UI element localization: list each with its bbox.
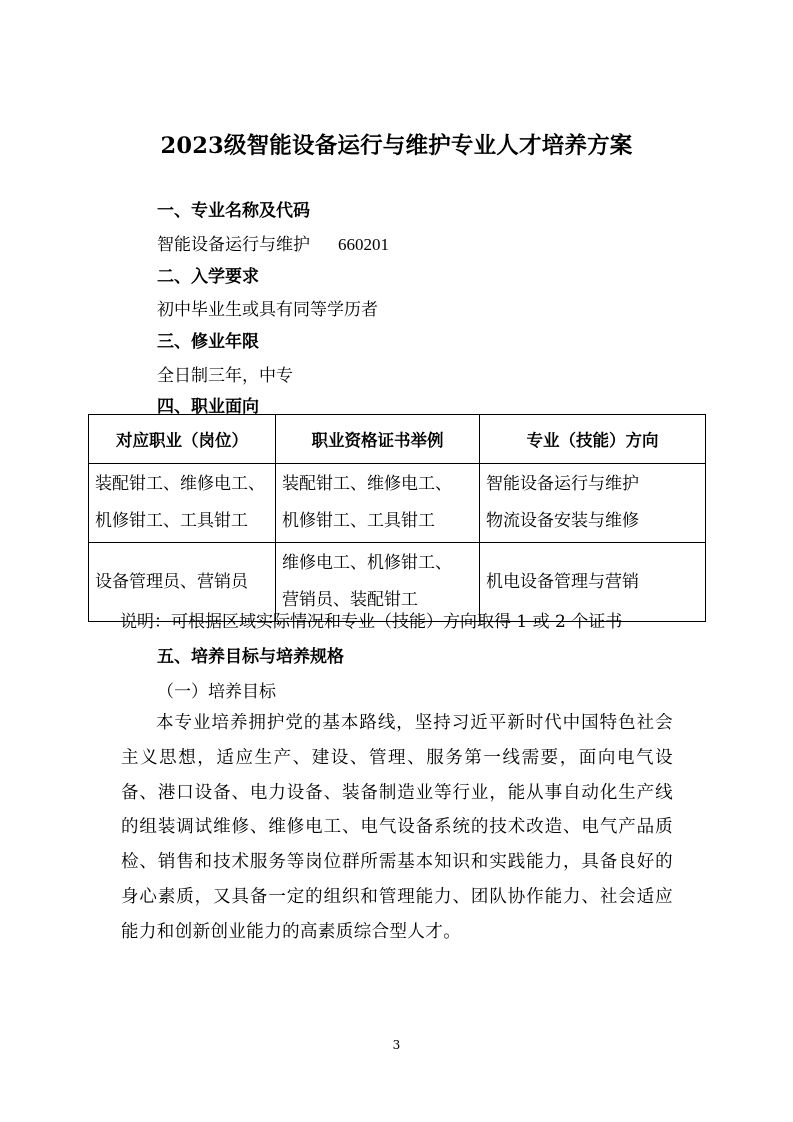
major-name-line [157, 230, 389, 255]
cell-line: 物流设备安装与维修 [486, 511, 639, 531]
column-header-direction: 专业（技能）方向 [480, 415, 706, 464]
cert-cell [276, 464, 480, 543]
direction-cell [480, 464, 706, 543]
major-code: 660201 [338, 235, 389, 254]
page-number: 3 [392, 1038, 401, 1052]
column-header-job: 对应职业（岗位） [89, 415, 276, 464]
cell-line: 机修钳工、工具钳工 [282, 511, 435, 531]
training-goal-paragraph: 本专业培养拥护党的基本路线，坚持习近平新时代中国特色社会主义思想，适应生产、建设、管理、服务第一线需要，面向电气设备、港口设备、电力设备、装备制造业等行业，能从事自动化生产线的组装调试维修、维修电工、电气设备系统的技术改造、电气产品质检、销售和技术服务等岗位群所需基本知识和实践能力，具备良好的身心素质，又具备一定的组织和管理能力、团队协作能力、社会适应能力和创新创业能力的高素质综合型人才。 [121, 713, 673, 942]
admission-text: 初中毕业生或具有同等学历者 [157, 300, 378, 320]
section-5-heading: 五、培养目标与培养规格 [157, 647, 344, 667]
table-note: 说明：可根据区域实际情况和专业（技能）方向取得 1 或 2 个证书 [120, 612, 623, 632]
job-cell [89, 464, 276, 543]
cell-line: 设备管理员、营销员 [95, 571, 248, 592]
section-4-heading: 四、职业面向 [157, 397, 259, 417]
occupation-table [88, 414, 706, 622]
table-row [89, 464, 706, 543]
subsection-1-heading: （一）培养目标 [157, 682, 276, 702]
major-name: 智能设备运行与维护 [157, 235, 310, 255]
section-2-heading: 二、入学要求 [157, 267, 259, 287]
cell-line: 智能设备运行与维护 [486, 474, 639, 494]
cell-line: 营销员、装配钳工 [282, 590, 418, 610]
table-header-row [89, 415, 706, 464]
section-3-heading: 三、修业年限 [157, 332, 259, 352]
duration-text: 全日制三年，中专 [157, 366, 293, 386]
cell-line: 机电设备管理与营销 [486, 571, 639, 592]
section-1-heading: 一、专业名称及代码 [157, 201, 310, 221]
column-header-cert: 职业资格证书举例 [276, 415, 480, 464]
cell-line: 维修电工、机修钳工、 [282, 553, 452, 573]
document-title: 2023级智能设备运行与维护专业人才培养方案 [160, 133, 633, 159]
cell-line: 装配钳工、维修电工、 [282, 474, 452, 494]
cell-line: 机修钳工、工具钳工 [95, 511, 248, 531]
cell-line: 装配钳工、维修电工、 [95, 474, 265, 494]
